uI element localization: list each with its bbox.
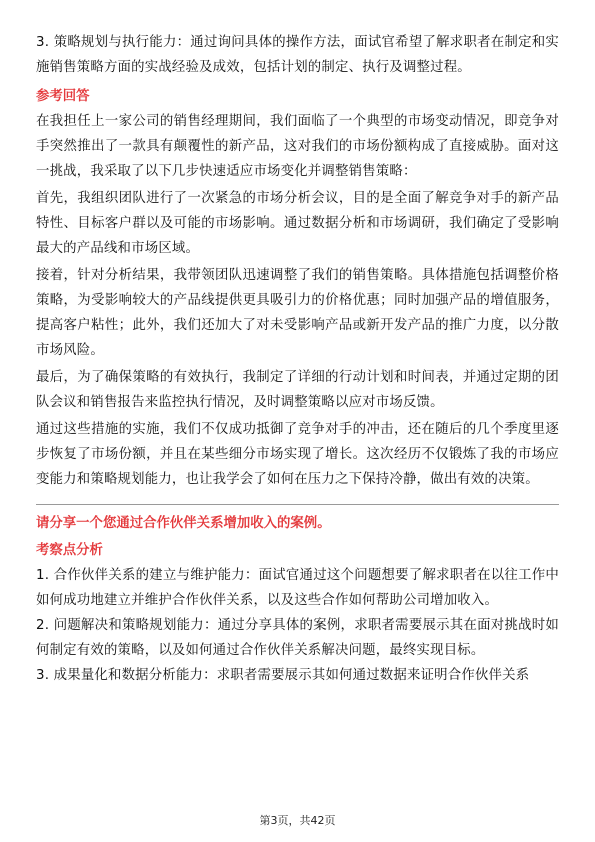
question-title: 请分享一个您通过合作伙伴关系增加收入的案例。 (36, 516, 331, 531)
analysis-point: 3. 成果量化和数据分析能力：求职者需要展示其如何通过数据来证明合作伙伴关系 (36, 668, 530, 683)
answer-paragraph: 在我担任上一家公司的销售经理期间，我们面临了一个典型的市场变动情况，即竞争对手突然推出了一款具有颠覆性的新产品，这对我们的市场份额构成了直接威胁。面对这一挑战，我采取了以下几步快速适应市场变化并调整销售策略： (36, 114, 559, 179)
answer-paragraph: 最后，为了确保策略的有效执行，我制定了详细的行动计划和时间表，并通过定期的团队会议和销售报告来监控执行情况，及时调整策略以应对市场反馈。 (36, 370, 559, 410)
answer-paragraph: 通过这些措施的实施，我们不仅成功抵御了竞争对手的冲击，还在随后的几个季度里逐步恢复了市场份额，并且在某些细分市场实现了增长。这次经历不仅锻炼了我的市场应变能力和策略规划能力，也让我学会了如何在压力之下保持冷静，做出有效的决策。 (36, 422, 559, 487)
analysis-point: 1. 合作伙伴关系的建立与维护能力：面试官通过这个问题想要了解求职者在以往工作中如何成功地建立并维护合作伙伴关系，以及这些合作如何帮助公司增加收入。 (36, 568, 559, 608)
answer-paragraph: 首先，我组织团队进行了一次紧急的市场分析会议，目的是全面了解竞争对手的新产品特性、目标客户群以及可能的市场影响。通过数据分析和市场调研，我们确定了受影响最大的产品线和市场区域。 (36, 191, 559, 256)
analysis-point: 2. 问题解决和策略规划能力：通过分享具体的案例，求职者需要展示其在面对挑战时如何制定有效的策略，以及如何通过合作伙伴关系解决问题，最终实现目标。 (36, 618, 559, 658)
section-divider (36, 504, 559, 505)
point-3-strategy: 3. 策略规划与执行能力：通过询问具体的操作方法，面试官希望了解求职者在制定和实施销售策略方面的实战经验及成效，包括计划的制定、执行及调整过程。 (36, 35, 559, 75)
answer-heading: 参考回答 (36, 89, 90, 104)
analysis-heading: 考察点分析 (36, 543, 103, 558)
document-body (36, 30, 559, 688)
page-number: 第3页，共42页 (259, 814, 336, 827)
answer-paragraph: 接着，针对分析结果，我带领团队迅速调整了我们的销售策略。具体措施包括调整价格策略，为受影响较大的产品线提供更具吸引力的价格优惠；同时加强产品的增值服务，提高客户粘性；此外，我们还加大了对未受影响产品或新开发产品的推广力度，以分散市场风险。 (36, 268, 559, 358)
